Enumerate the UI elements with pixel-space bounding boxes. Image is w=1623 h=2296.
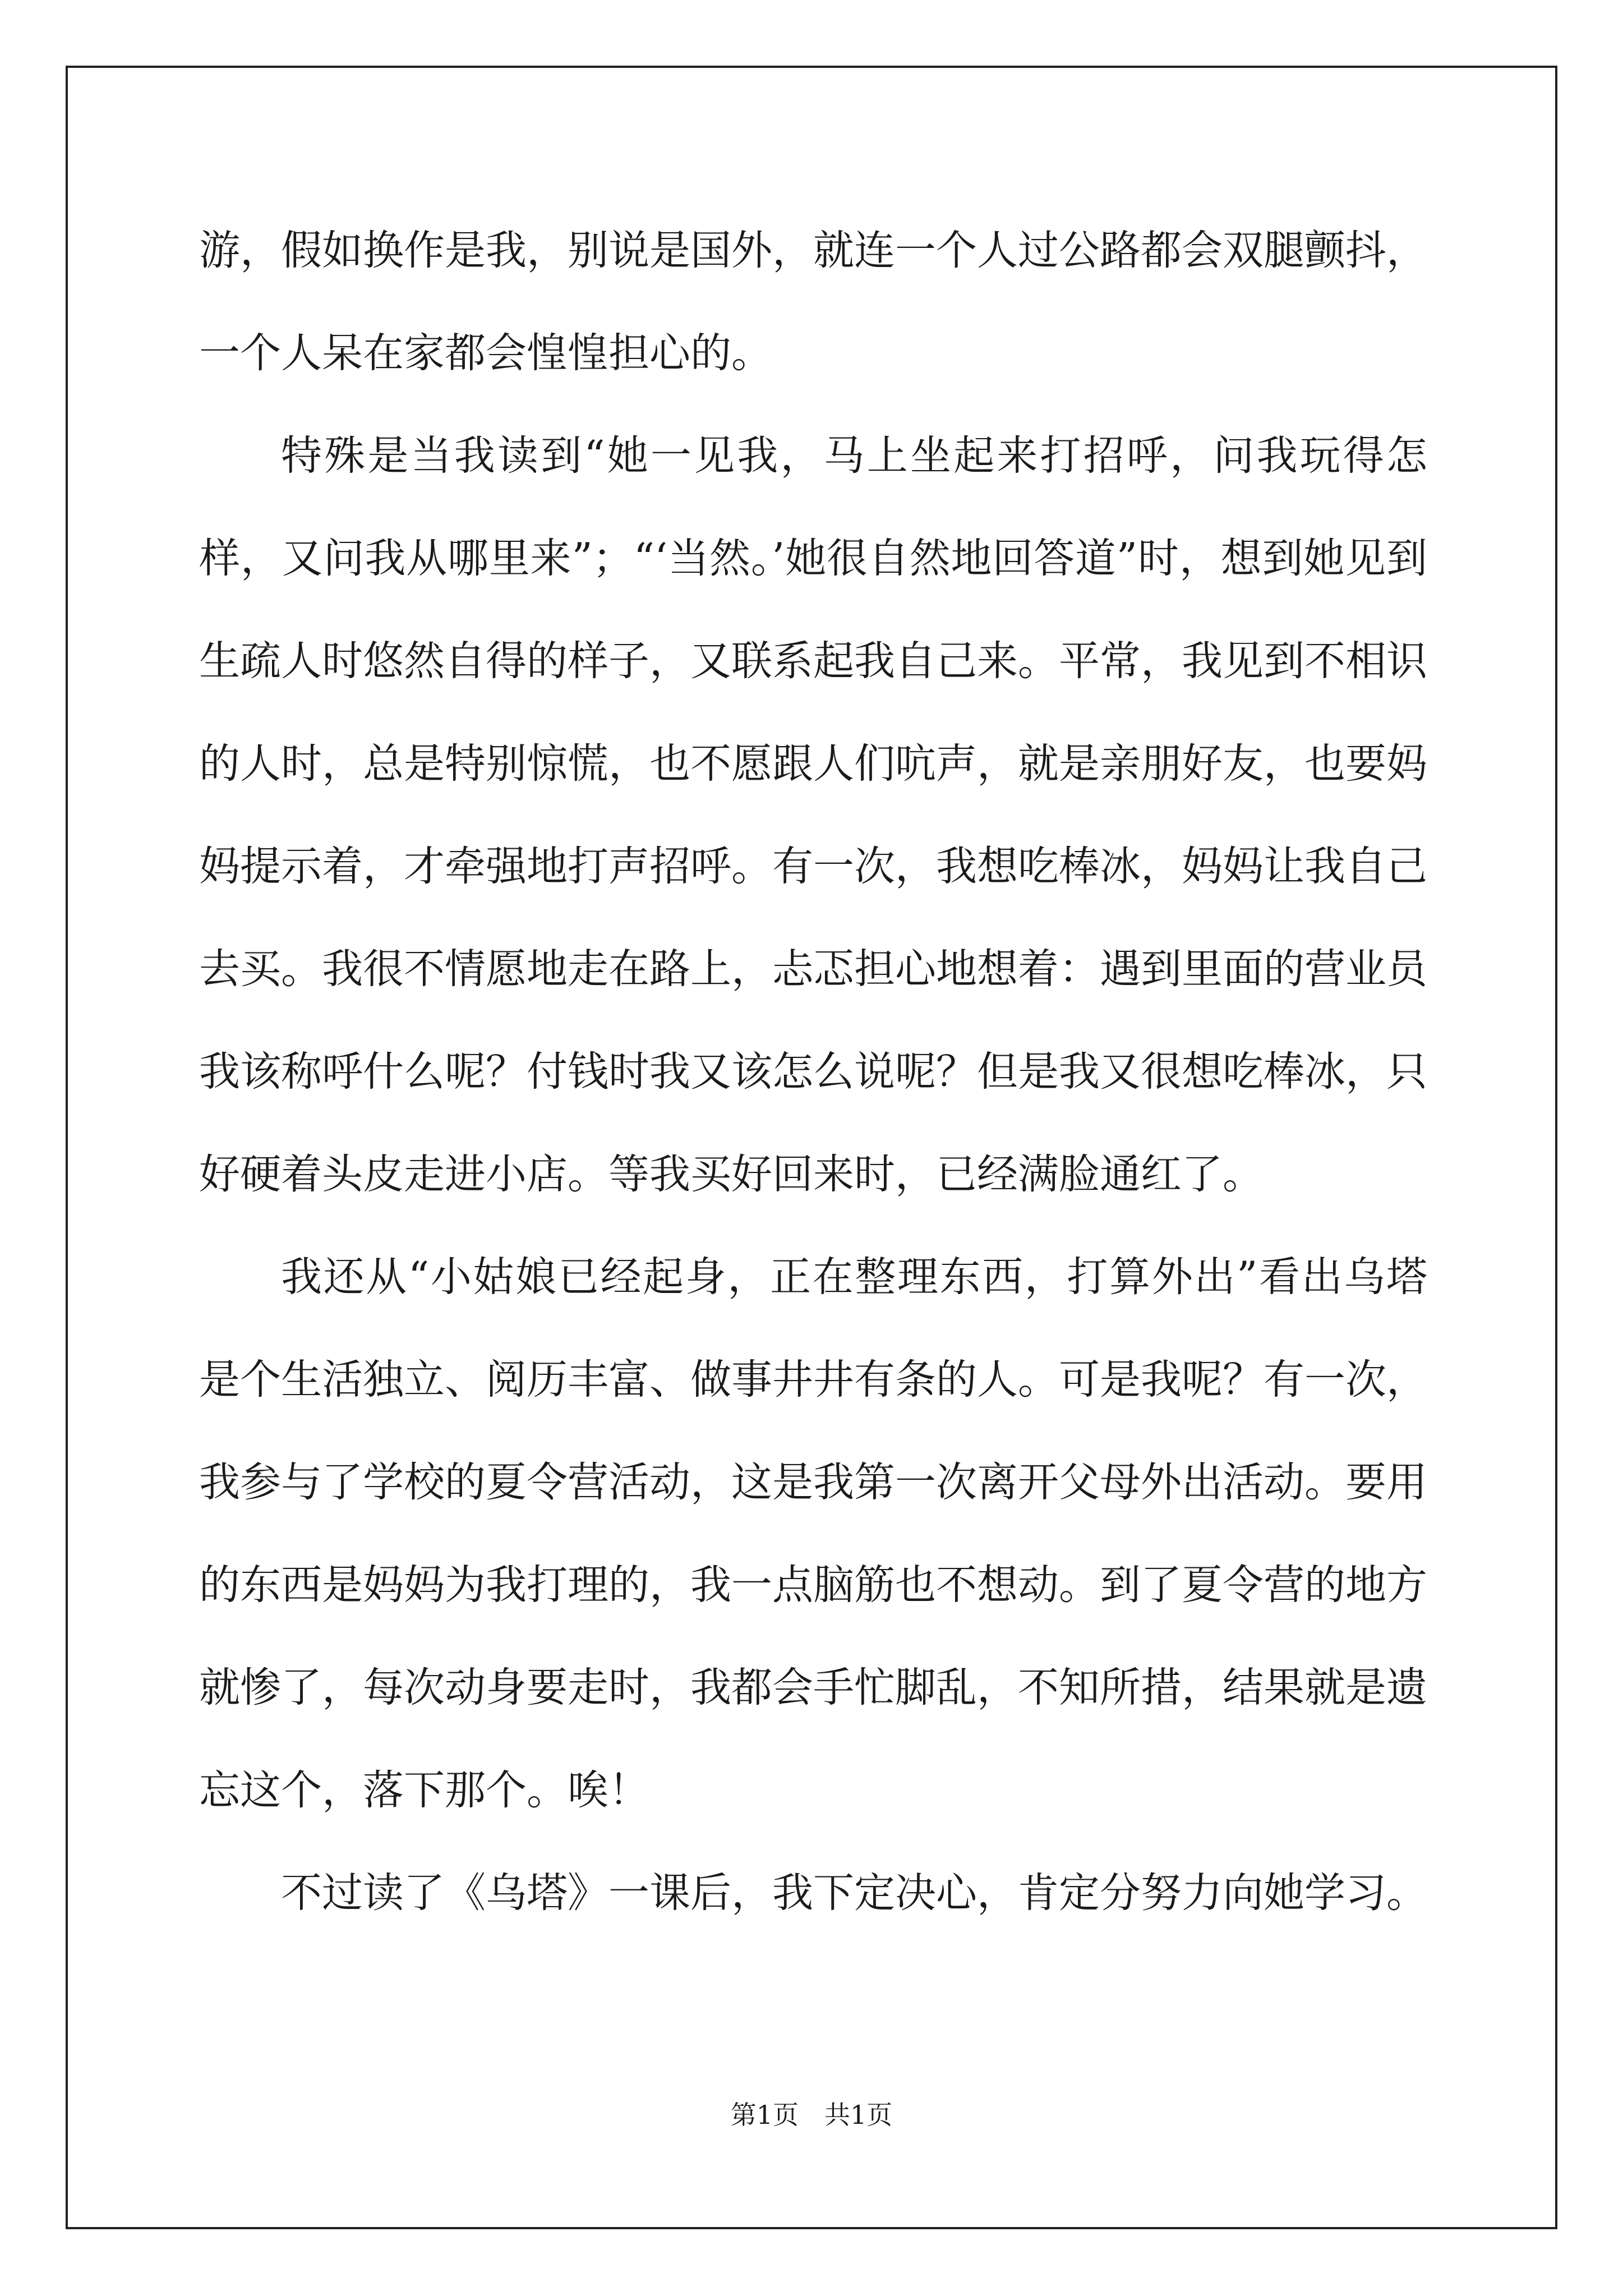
paragraph-2: 特殊是当我读到“她一见我，马上坐起来打招呼，问我玩得怎样，又问我从哪里来”；“‘当然。’她很自然地回答道”时，想到她见到生疏人时悠然自得的样子，又联系起我自己来。平常，我见到不相识的人时，总是特别惊慌，也不愿跟人们吭声，就是亲朋好友，也要妈妈提示着，才牵强地打声招呼。有一次，我想吃棒冰，妈妈让我自己去买。我很不情愿地走在路上，忐忑担心地想着：遇到里面的营业员我该称呼什么呢？付钱时我又该怎么说呢？但是我又很想吃棒冰，只好硬着头皮走进小店。等我买好回来时，已经满脸通红了。 xyxy=(199,432,1427,1198)
paragraph-1: 游，假如换作是我，别说是国外，就连一个人过公路都会双腿颤抖，一个人呆在家都会惶惶担心的。 xyxy=(199,227,1427,377)
paragraph-3: 我还从“小姑娘已经起身，正在整理东西，打算外出”看出乌塔是个生活独立、阅历丰富、做事井井有条的人。可是我呢？有一次，我参与了学校的夏令营活动，这是我第一次离开父母外出活动。要用的东西是妈妈为我打理的，我一点脑筋也不想动。到了夏令营的地方就惨了，每次动身要走时，我都会手忙脚乱，不知所措，结果就是遗忘这个，落下那个。唉！ xyxy=(199,1253,1427,1814)
page-number-footer: 第1页 共1页 xyxy=(730,2100,893,2130)
paragraph-4: 不过读了《乌塔》一课后，我下定决心，肯定分努力向她学习。 xyxy=(281,1869,1427,1917)
document-body xyxy=(199,199,1427,1944)
